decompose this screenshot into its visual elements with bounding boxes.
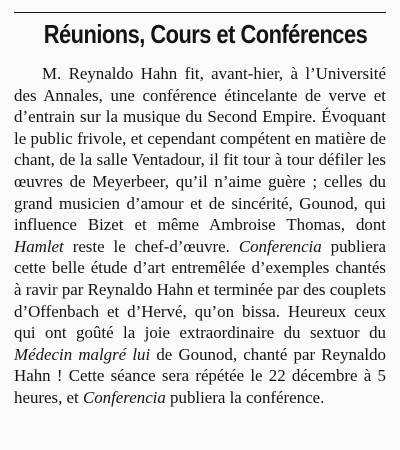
article-text-5: publiera la conférence. (165, 387, 325, 407)
article-text-3: publiera cette belle étude d’art entremêlée d’exemples chantés à ravir par Reynaldo Hahn et terminée par des couplets d’Offenbach et d’Hervé, qu’on bissa. Heureux ceux qui ont goûté la joie extraordinaire du sextuor du (14, 236, 386, 343)
title-medecin-malgre-lui: Médecin malgré lui (14, 344, 151, 364)
publication-name-conferencia: Conferencia (238, 236, 322, 256)
title-hamlet: Hamlet (14, 236, 64, 256)
top-rule (14, 12, 386, 13)
article-text-4: de Gounod, chanté par Reynaldo Hahn ! Cette séance sera répétée le 22 décembre à 5 heures, et (14, 344, 386, 407)
publication-name-conferencia-2: Conferencia (82, 387, 166, 407)
headline: Réunions, Cours et Conférences (43, 19, 368, 49)
article-text-2: reste le chef-d’œuvre. (63, 236, 239, 256)
article-body (14, 63, 386, 409)
article-text-1: M. Reynaldo Hahn fit, avant-hier, à l’Université des Annales, une conférence étincelante de verve et d’entrain sur la musique du Second Empire. Évoquant le public frivole, et cependant compétent en matière de chant, de la salle Ventadour, il fit tour à tour défiler les œuvres de Meyerbeer, qu’il n’aime guère ; celles du grand musicien d’amour et de sincérité, Gounod, qui influence Bizet et même Ambroise Thomas, dont (14, 64, 386, 235)
